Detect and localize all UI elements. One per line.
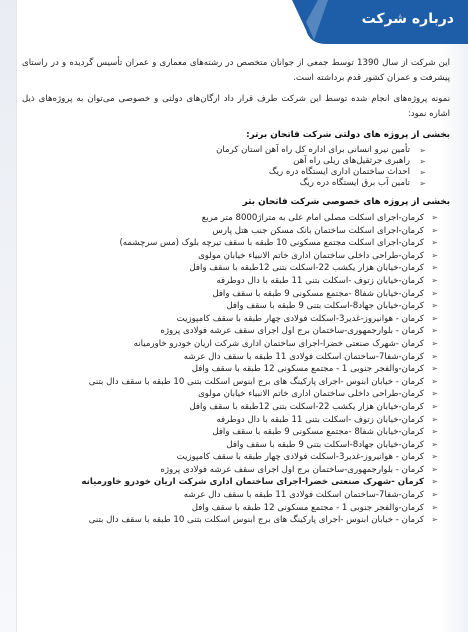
arrow-bullet-icon: ➢: [431, 238, 438, 248]
list-item: [22, 502, 438, 515]
list-item-text: کرمان - هوانیروز-غدیر3-اسکلت فولادی چهار طبقه با سقف کامپوزیت: [176, 313, 424, 324]
arrow-bullet-icon: ➢: [431, 452, 438, 462]
list-item: [22, 237, 438, 250]
arrow-bullet-icon: ➢: [431, 213, 438, 222]
list-item: [22, 451, 438, 464]
arrow-bullet-icon: ➢: [431, 389, 438, 399]
list-item: [22, 325, 438, 338]
arrow-bullet-icon: ➢: [419, 168, 426, 177]
arrow-bullet-icon: ➢: [419, 157, 426, 166]
list-item: [22, 145, 426, 156]
list-item: [22, 414, 438, 427]
list-item-text: کرمان - خیابان ابنوس -اجرای پارکینگ های برج ابنوس اسکلت بتنی 10 طبقه با سقف دال بتنی: [88, 515, 424, 526]
list-item-text: احداث ساختمان اداری ایستگاه دره ریگ: [268, 167, 410, 177]
list-item: [22, 275, 438, 288]
list-item: [22, 489, 438, 502]
arrow-bullet-icon: ➢: [431, 301, 438, 311]
list-item-text: کرمان-طراحی داخلی ساختمان اداری خاتم الانبیاء خیابان مولوی: [198, 250, 424, 261]
page-title: درباره شرکت: [361, 11, 454, 27]
arrow-bullet-icon: ➢: [431, 376, 438, 386]
arrow-bullet-icon: ➢: [431, 427, 438, 437]
private-heading: بخشی از پروژه های خصوصی شرکت فاتحان بتر: [242, 197, 450, 207]
arrow-bullet-icon: ➢: [431, 401, 438, 411]
list-item: [22, 376, 438, 389]
arrow-bullet-icon: ➢: [431, 313, 438, 323]
list-item-text: کرمان-اجرای اسکلت مجتمع مسکونی 10 طبقه با سقف تیرچه بلوک (مس سرچشمه): [119, 238, 424, 249]
list-item-text: کرمان-شفا7-ساختمان اسکلت فولادی 11 طبقه با سقف دال عرشه: [183, 490, 424, 501]
list-item: [22, 514, 438, 527]
list-item-text: تأمین نیرو انسانی برای اداره کل راه آهن استان کرمان: [216, 145, 410, 155]
list-item: [22, 178, 426, 189]
list-item: [22, 156, 426, 167]
list-item: [22, 426, 438, 439]
list-item: [22, 401, 438, 414]
list-item: [22, 212, 438, 225]
arrow-bullet-icon: ➢: [431, 477, 438, 487]
list-item-text: کرمان - بلوارجمهوری-ساختمان برج اول اجرای سقف عرشه فولادی پروژه: [160, 326, 424, 337]
list-item-text: کرمان-خیابان هزار یکشب 22-اسکلت بتنی 12طبقه با سقف وافل: [189, 401, 424, 412]
content-area: [22, 56, 450, 527]
list-item-text: کرمان-خیابان زتوف -اسکلت بتنی 11 طبقه با دال دوطرفه: [216, 275, 424, 286]
list-item: [22, 167, 426, 178]
list-item: [22, 476, 438, 489]
list-item-text: کرمان-خیابان شفا8 -مجتمع مسکونی 9 طبقه با سقف وافل: [212, 427, 424, 438]
list-item: [22, 363, 438, 376]
arrow-bullet-icon: ➢: [419, 179, 426, 188]
list-item: [22, 464, 438, 477]
intro-paragraph-1: این شرکت از سال 1390 توسط جمعی از جوانان متخصص در رشته‌های معماری و عمران تأسیس گردیده و در راستای پیشرفت و عمران کشور قدم برداشته است.: [22, 58, 450, 83]
arrow-bullet-icon: ➢: [431, 288, 438, 298]
list-item-text: کرمان-شفا7-ساختمان اسکلت فولادی 11 طبقه با سقف دال عرشه: [183, 351, 424, 362]
list-item: [22, 439, 438, 452]
list-item: [22, 288, 438, 301]
list-item: [22, 338, 438, 351]
government-list: [22, 145, 450, 189]
arrow-bullet-icon: ➢: [431, 464, 438, 474]
list-item: [22, 262, 438, 275]
arrow-bullet-icon: ➢: [431, 439, 438, 449]
private-list: [22, 212, 450, 527]
list-item-text: کرمان - خیابان ابنوس -اجرای پارکینگ های برج ابنوس اسکلت بتنی 10 طبقه با سقف دال بتنی: [88, 376, 424, 387]
list-item-text: تامین آب برق ایستگاه دره ریگ: [299, 178, 410, 188]
list-item-text: کرمان-خیابان زتوف -اسکلت بتنی 11 طبقه با دال دوطرفه: [216, 414, 424, 425]
arrow-bullet-icon: ➢: [419, 146, 426, 155]
arrow-bullet-icon: ➢: [431, 364, 438, 374]
arrow-bullet-icon: ➢: [431, 502, 438, 512]
list-item: [22, 351, 438, 364]
list-item-text: کرمان-طراحی داخلی ساختمان اداری خاتم الانبیاء خیابان مولوی: [198, 389, 424, 400]
arrow-bullet-icon: ➢: [431, 275, 438, 285]
list-item-text: کرمان-خیابان شفا8 -مجتمع مسکونی 9 طبقه با سقف وافل: [212, 288, 424, 299]
government-heading: بخشی از پروژه های دولتی شرکت فاتحان برتر:: [246, 130, 450, 140]
arrow-bullet-icon: ➢: [431, 338, 438, 348]
arrow-bullet-icon: ➢: [431, 414, 438, 424]
list-item-text: کرمان-خیابان جهاد8-اسکلت بتنی 9 طبقه با سقف وافل: [226, 301, 424, 312]
list-item: [22, 225, 438, 238]
arrow-bullet-icon: ➢: [431, 263, 438, 273]
list-item: [22, 300, 438, 313]
arrow-bullet-icon: ➢: [431, 326, 438, 336]
header-banner: [292, 0, 468, 44]
list-item-text: کرمان-والفجر جنوبی 1 - مجتمع مسکونی 12 طبقه با سقف وافل: [191, 502, 424, 513]
list-item-text: کرمان - بلوارجمهوری-ساختمان برج اول اجرای سقف عرشه فولادی پروژه: [160, 464, 424, 475]
arrow-bullet-icon: ➢: [431, 351, 438, 361]
arrow-bullet-icon: ➢: [431, 515, 438, 525]
arrow-bullet-icon: ➢: [431, 250, 438, 260]
list-item-text: کرمان -شهرک صنعتی خضرا-اجرای ساختمان اداری شرکت اریان خودرو خاورمیانه: [81, 477, 424, 488]
left-decoration: [0, 0, 17, 632]
arrow-bullet-icon: ➢: [431, 225, 438, 235]
list-item: [22, 250, 438, 263]
list-item-text: کرمان - هوانیروز-غدیر3-اسکلت فولادی چهار طبقه با سقف کامپوزیت: [176, 452, 424, 463]
list-item-text: کرمان-خیابان جهاد8-اسکلت بتنی 9 طبقه با سقف وافل: [226, 439, 424, 450]
list-item: [22, 388, 438, 401]
list-item-text: کرمان-والفجر جنوبی 1 - مجتمع مسکونی 12 طبقه با سقف وافل: [191, 364, 424, 375]
arrow-bullet-icon: ➢: [431, 490, 438, 500]
list-item: [22, 313, 438, 326]
list-item-text: کرمان-خیابان هزار یکشب 22-اسکلت بتنی 12طبقه با سقف وافل: [189, 263, 424, 274]
list-item-text: کرمان -شهرک صنعتی خضرا-اجرای ساختمان اداری شرکت اریان خودرو خاورمیانه: [133, 338, 424, 349]
list-item-text: کرمان-اجرای اسکلت مصلی امام علی به متراژ8000 متر مربع: [201, 213, 424, 223]
list-item-text: راهبری جرثقیل‌های ریلی راه آهن: [293, 156, 410, 166]
list-item-text: کرمان-اجرای اسکلت ساختمان بانک مسکن جنب هتل پارس: [212, 225, 424, 236]
intro-paragraph-2: نمونه پروژه‌های انجام شده توسط این شرکت طرف قرار داد ارگان‌های دولتی و خصوصی می‌توان به پروژه‌های ذیل اشاره نمود:: [22, 94, 450, 119]
